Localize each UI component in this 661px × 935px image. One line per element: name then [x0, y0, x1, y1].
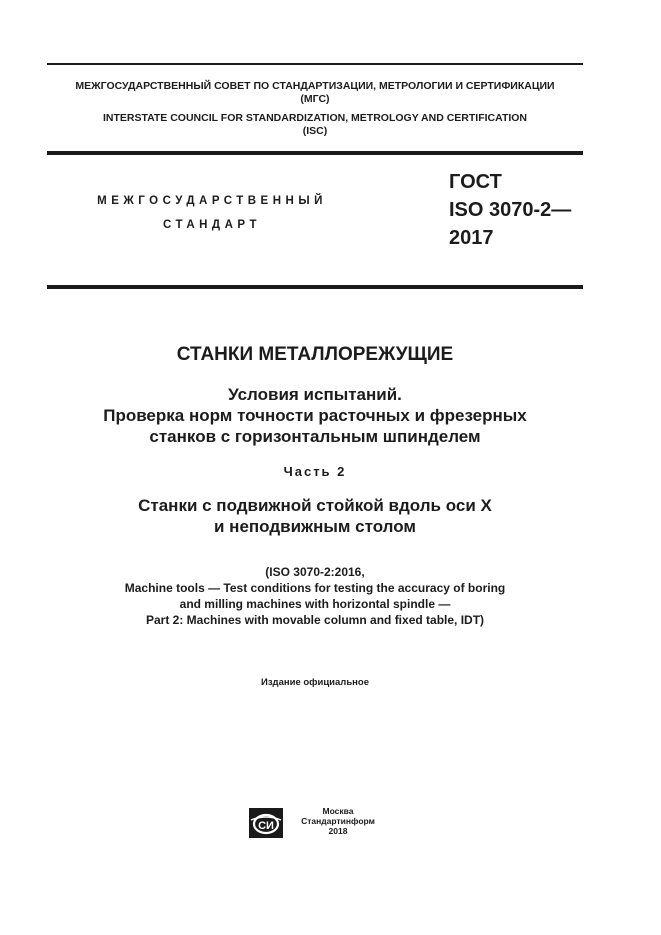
- publisher-block: [294, 806, 382, 836]
- iso-reference-line3: and milling machines with horizontal spindle —: [179, 597, 451, 611]
- document-subtitle: [47, 384, 583, 447]
- document-title: СТАНКИ МЕТАЛЛОРЕЖУЩИЕ: [176, 344, 454, 365]
- header-divider: [47, 285, 583, 289]
- top-rule: [47, 63, 583, 65]
- iso-reference-line2: Machine tools — Test conditions for testing the accuracy of boring: [124, 581, 506, 595]
- publisher-name: Стандартинформ: [301, 816, 375, 826]
- standard-kind-line2: СТАНДАРТ: [163, 219, 261, 231]
- part-label: Часть 2: [283, 464, 347, 479]
- designation-line3: 2017: [449, 227, 494, 249]
- subtitle-line3: станков с горизонтальным шпинделем: [149, 427, 481, 446]
- part-title-line1: Станки с подвижной стойкой вдоль оси X: [138, 496, 492, 515]
- standard-designation: [449, 168, 609, 252]
- standartinform-logo-icon: [249, 808, 283, 838]
- designation-line2: ISO 3070-2—: [449, 199, 572, 221]
- part-title: [47, 495, 583, 537]
- council-en-abbr: (ISC): [302, 125, 328, 137]
- council-ru-abbr: (МГС): [300, 93, 330, 105]
- subtitle-line2: Проверка норм точности расточных и фрезерных: [103, 406, 527, 425]
- subtitle-line1: Условия испытаний.: [228, 385, 402, 404]
- council-en-name: INTERSTATE COUNCIL FOR STANDARDIZATION, METROLOGY AND CERTIFICATION: [102, 112, 528, 124]
- publisher-year: 2018: [328, 826, 348, 836]
- standard-kind-line1: МЕЖГОСУДАРСТВЕННЫЙ: [97, 195, 327, 207]
- standard-kind: [47, 189, 377, 237]
- council-ru-name: МЕЖГОСУДАРСТВЕННЫЙ СОВЕТ ПО СТАНДАРТИЗАЦИИ, МЕТРОЛОГИИ И СЕРТИФИКАЦИИ: [75, 80, 555, 92]
- iso-reference: [47, 564, 583, 628]
- council-divider: [47, 151, 583, 155]
- council-block: [47, 80, 583, 138]
- designation-line1: ГОСТ: [449, 171, 502, 193]
- logo-text: СИ: [258, 820, 274, 832]
- part-title-line2: и неподвижным столом: [214, 517, 416, 536]
- iso-reference-line4: Part 2: Machines with movable column and fixed table, IDT): [145, 613, 485, 627]
- publisher-city: Москва: [322, 806, 354, 816]
- edition-label: Издание официальное: [261, 677, 369, 688]
- iso-reference-line1: (ISO 3070-2:2016,: [265, 565, 365, 579]
